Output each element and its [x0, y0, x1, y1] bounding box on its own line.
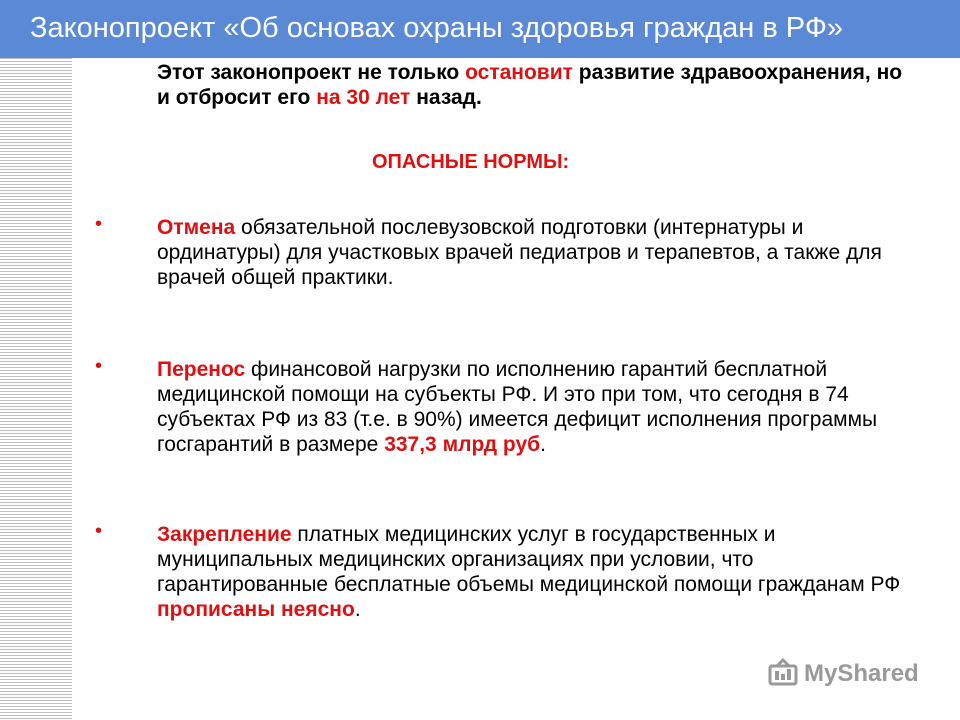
item-keyword: Перенос [157, 358, 246, 381]
item-text: финансовой нагрузки по исполнению гарантий бесплатной медицинской помощи на субъекты РФ. И это при том, что сегодня в 74 субъектах РФ из 83 (т.е. в 90%) имеется дефицит исполнения программы госгарантий в размере [157, 358, 878, 456]
intro-text-1: Этот законопроект не только [157, 61, 466, 84]
item-keyword: Отмена [157, 216, 236, 239]
bullet-icon: • [95, 520, 103, 542]
title-bar [0, 0, 960, 58]
bullet-icon: • [95, 213, 103, 235]
item-text: платных медицинских услуг в государственных и муниципальных медицинских организациях при условии, что гарантированные бесплатные объемы медицинской помощи гражданам РФ [157, 523, 901, 596]
item-tail: . [354, 598, 361, 621]
hatched-side-decoration [0, 58, 72, 720]
intro-paragraph [157, 60, 917, 110]
item-text: обязательной послевузовской подготовки (интернатуры и ординатуры) для участковых врачей педиатров и терапевтов, а также для врачей общей практики. [157, 216, 882, 289]
section-subtitle: ОПАСНЫЕ НОРМЫ: [372, 151, 570, 173]
bullet-icon: • [95, 355, 103, 377]
item-highlight: прописаны неясно [157, 598, 355, 621]
item-highlight: 337,3 млрд руб [384, 433, 541, 456]
watermark [768, 656, 919, 692]
watermark-text: MyShared [804, 660, 919, 687]
list-item-3 [157, 522, 917, 622]
item-tail: . [540, 433, 546, 456]
item-keyword: Закрепление [157, 523, 292, 546]
slide-title: Законопроект «Об основах охраны здоровья граждан в РФ» [30, 12, 843, 44]
list-item-1 [157, 215, 917, 290]
intro-text-3: назад. [410, 86, 482, 109]
list-item-2 [157, 357, 917, 457]
myshared-logo-icon [768, 658, 800, 690]
intro-highlight-1: остановит [465, 61, 573, 84]
intro-text-2: развитие здравоохранения, но и отбросит его [157, 61, 903, 109]
intro-highlight-2: на 30 лет [316, 86, 411, 109]
